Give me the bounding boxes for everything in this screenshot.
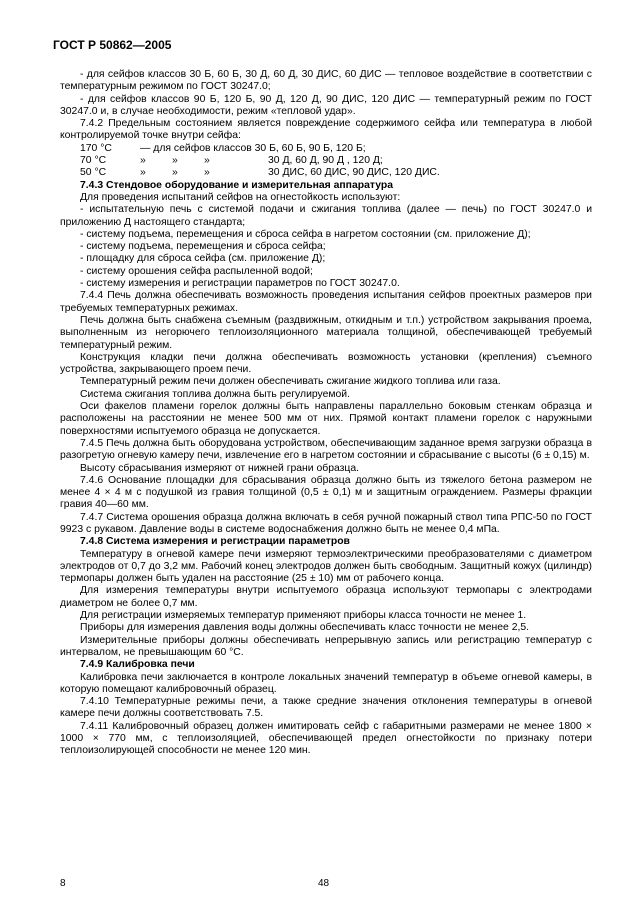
paragraph: Температурный режим печи должен обеспечивать сжигание жидкого топлива или газа. (80, 376, 501, 388)
section-heading: 7.4.8 Система измерения и регистрации параметров (80, 536, 350, 548)
paragraph: Для измерения температуры внутри испытуемого образца используют термопары с электродами диаметром не более 0,7 мм. (60, 585, 592, 609)
paragraph: Калибровка печи заключается в контроле локальных значений температур в объеме огневой камеры, в которую помещают калибровочный образец. (60, 671, 592, 695)
page-number: 8 (60, 878, 66, 889)
paragraph: Для проведения испытаний сейфов на огнестойкость используют: (80, 191, 401, 203)
paragraph: Приборы для измерения давления воды должны обеспечивать класс точности не менее 2,5. (80, 622, 530, 634)
paragraph: 7.4.6 Основание площадки для сбрасывания образца должно быть из тяжелого бетона размером не менее 4 × 4 м с подушкой из гравия толщиной (0,5 ± 0,1) м и защитным ограждением. Размеры фракции гравия 40—60 мм. (60, 474, 592, 511)
paragraph: Измерительные приборы должны обеспечивать непрерывную запись или регистрацию температур с интервалом, не превышающим 60 °C. (60, 634, 592, 658)
temperature-row: 170 °C — для сейфов классов 30 Б, 60 Б, 90 Б, 120 Б; (80, 142, 366, 154)
list-item: - испытательную печь с системой подачи и сжигания топлива (далее — печь) по ГОСТ 30247.0 и приложению Д настоящего стандарта; (60, 204, 592, 228)
paragraph: Печь должна быть снабжена съемным (раздвижным, откидным и т.п.) устройством закрывания проема, выполненным из негорючего теплоизоляционного материала толщиной, обеспечивающей требуемый температурный режим. (60, 314, 592, 351)
paragraph: Высоту сбрасывания измеряют от нижней грани образца. (80, 462, 360, 474)
temperature-row: 70 °C » » » 30 Д, 60 Д, 90 Д , 120 Д; (80, 155, 383, 167)
paragraph: 7.4.11 Калибровочный образец должен имитировать сейф с габаритными размерами не менее 1800 × 1000 × 770 мм, с теплоизоляцией, обеспечивающей предел огнестойкости по признаку потери теплоизолирующей способности не менее 120 мин. (60, 720, 592, 757)
paragraph: - для сейфов классов 90 Б, 120 Б, 90 Д, 120 Д, 90 ДИС, 120 ДИС — температурный режим по ГОСТ 30247.0 и, в случае необходимости, режим «тепловой удар». (60, 93, 592, 117)
temperature-row: 50 °C » » » 30 ДИС, 60 ДИС, 90 ДИС, 120 ДИС. (80, 167, 440, 179)
paragraph: Температуру в огневой камере печи измеряют термоэлектрическими преобразователями с диаметром электродов от 0,7 до 3,2 мм. Рабочий конец электродов должен быть свободным. Защитный кожух (цилиндр) термопары должен быть удален на расстояние (25 ± 10) мм от рабочего конца. (60, 548, 592, 585)
section-heading: 7.4.9 Калибровка печи (80, 659, 195, 671)
page-header: ГОСТ Р 50862—2005 (53, 38, 172, 52)
paragraph: Система сжигания топлива должна быть регулируемой. (80, 388, 351, 400)
list-item: - систему измерения и регистрации параметров по ГОСТ 30247.0. (80, 278, 400, 290)
list-item: - площадку для сброса сейфа (см. приложение Д); (80, 253, 326, 265)
paragraph: Оси факелов пламени горелок должны быть направлены параллельно боковым стенкам образца и расположены на расстоянии не менее 500 мм от них. Прямой контакт пламени горелок с наружными поверхностями испытуемого образца не допускается. (60, 401, 592, 437)
paragraph: 7.4.2 Предельным состоянием является повреждение содержимого сейфа или температура в любой контролируемой точке внутри сейфа: (60, 118, 592, 142)
paragraph: 7.4.5 Печь должна быть оборудована устройством, обеспечивающим заданное время загрузки образца в разогретую огневую камеру печи, извлечение его в нагретом состоянии и сбрасывание с высоты (6 ± 0,15) м. (60, 437, 592, 462)
page-number-center: 48 (318, 878, 330, 889)
document-body (60, 69, 592, 758)
list-item: - систему подъема, перемещения и сброса сейфа; (80, 241, 326, 253)
paragraph: - для сейфов классов 30 Б, 60 Б, 30 Д, 60 Д, 30 ДИС, 60 ДИС — тепловое воздействие в соответствии с температурным режимом по ГОСТ 30247.0; (60, 69, 592, 93)
paragraph: 7.4.10 Температурные режимы печи, а также средние значения отклонения температуры в огневой камере печи должны соответствовать 7.5. (60, 696, 592, 720)
paragraph: 7.4.7 Система орошения образца должна включать в себя ручной пожарный ствол типа РПС-50 по ГОСТ 9923 с рукавом. Давление воды в системе водоснабжения должно быть не менее 0,4 мПа. (60, 511, 592, 535)
paragraph: Конструкция кладки печи должна обеспечивать возможность установки (крепления) съемного устройства, закрывающего проем печи. (60, 351, 592, 376)
section-heading: 7.4.3 Стендовое оборудование и измерительная аппаратура (80, 179, 393, 191)
paragraph: 7.4.4 Печь должна обеспечивать возможность проведения испытания сейфов проектных размеров при требуемых температурных режимах. (60, 290, 592, 314)
paragraph: Для регистрации измеряемых температур применяют приборы класса точности не менее 1. (80, 610, 527, 622)
list-item: - систему орошения сейфа распыленной водой; (80, 265, 313, 277)
list-item: - систему подъема, перемещения и сброса сейфа в нагретом состоянии (см. приложение Д); (80, 228, 531, 240)
